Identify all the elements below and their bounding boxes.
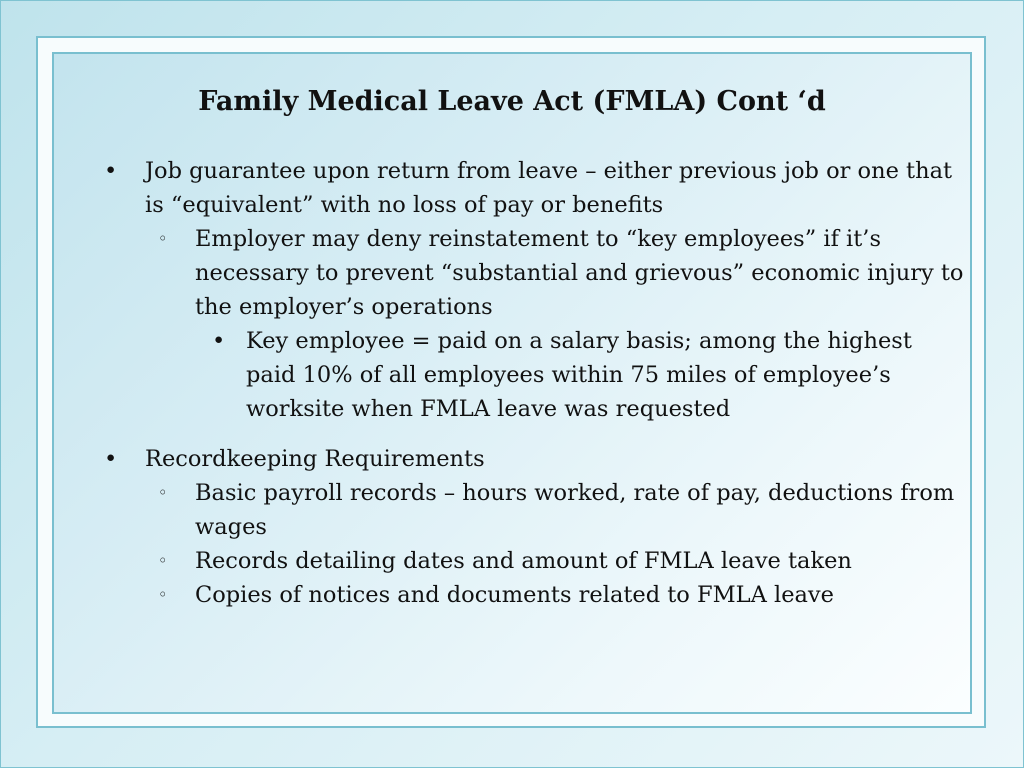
sub-sub-bullet-key-employee-definition [104,324,964,426]
sub-sub-bullet-marker: • [212,328,226,354]
slide [52,52,972,714]
bullet-job-guarantee [104,154,964,222]
sub-bullet-marker: ◦ [158,585,168,604]
sub-bullet-text: Copies of notices and documents related to FMLA leave [195,582,834,608]
bullet-text: Job guarantee upon return from leave – either previous job or one that is “equivalent” with no loss of pay or benefits [145,158,953,218]
sub-bullet-payroll-records [104,476,964,544]
sub-bullet-marker: ◦ [158,229,168,248]
bullet-recordkeeping [104,442,964,476]
sub-bullet-text: Records detailing dates and amount of FMLA leave taken [195,548,852,574]
sub-bullet-marker: ◦ [158,483,168,502]
sub-bullet-text: Basic payroll records – hours worked, rate of pay, deductions from wages [195,480,955,540]
sub-bullet-marker: ◦ [158,551,168,570]
sub-bullet-key-employees [104,222,964,324]
sub-bullet-leave-records [104,544,964,578]
sub-bullet-text: Employer may deny reinstatement to “key employees” if it’s necessary to prevent “substantial and grievous” economic injury to the employer’s operations [195,226,964,320]
bullet-marker: • [104,158,118,184]
slide-title: Family Medical Leave Act (FMLA) Cont ‘d [198,86,826,117]
sub-bullet-notice-copies [104,578,964,612]
sub-sub-bullet-text: Key employee = paid on a salary basis; among the highest paid 10% of all employees within 75 miles of employee’s worksite when FMLA leave was requested [246,328,912,422]
bullet-marker: • [104,446,118,472]
slide-content [104,154,964,612]
bullet-text: Recordkeeping Requirements [145,446,485,472]
